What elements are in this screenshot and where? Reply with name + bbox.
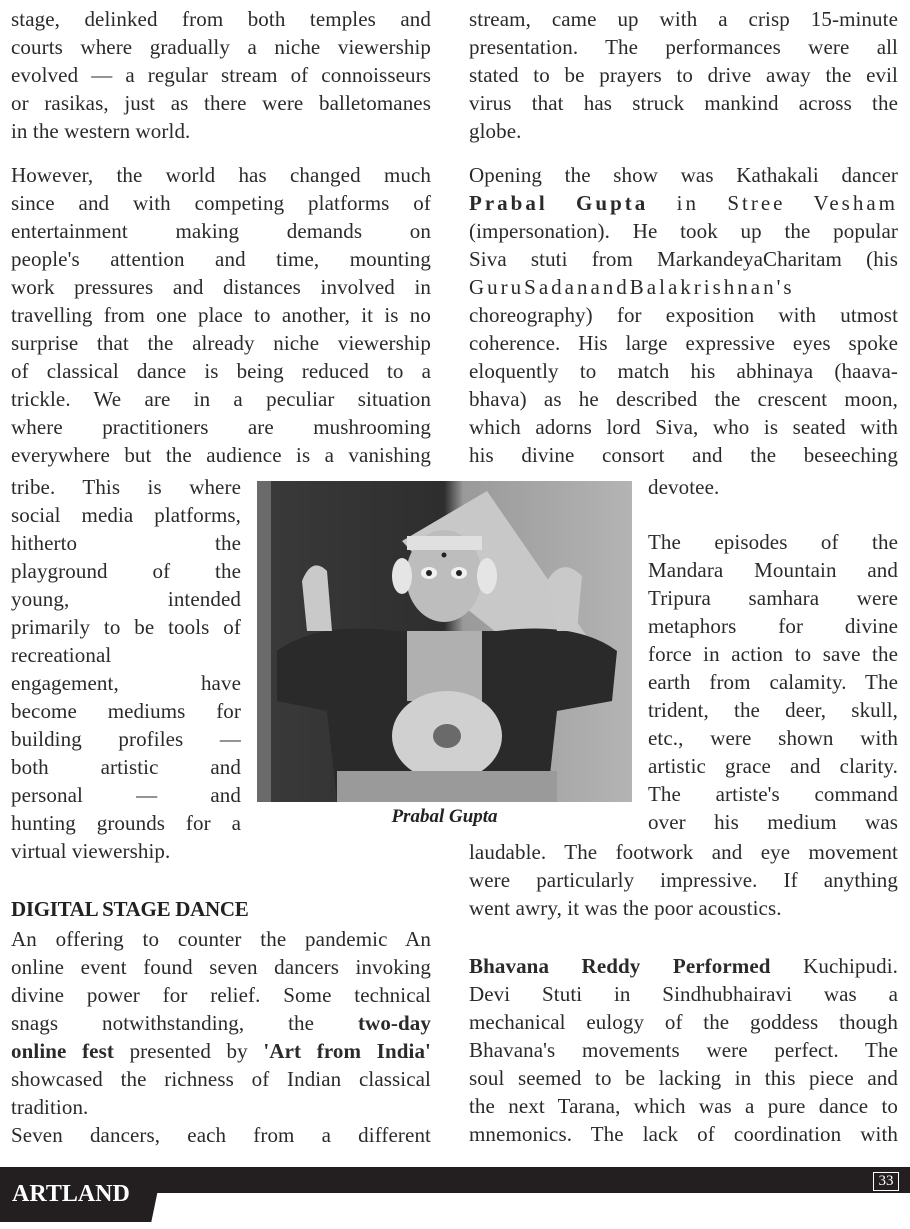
dancer-photo — [257, 481, 632, 802]
text-line: engagement, have — [11, 671, 241, 695]
text-line: over his medium was — [648, 810, 898, 834]
text-line: primarily to be tools of — [11, 615, 241, 639]
text-run: in Stree Vesham — [648, 191, 898, 215]
text-line: GuruSadanandBalakrishnan's — [469, 275, 795, 299]
text-line — [469, 189, 898, 217]
text-line: personal — and — [11, 783, 241, 807]
text-line: divine power for relief. Some technical — [11, 983, 431, 1007]
bold-text: Bhavana Reddy Performed — [469, 954, 771, 978]
text-line: However, the world has changed much — [11, 163, 431, 187]
text-line: Seven dancers, each from a different — [11, 1123, 431, 1147]
text-line: since and with competing platforms of — [11, 191, 431, 215]
text-line: entertainment making demands on — [11, 219, 431, 243]
text-line: virtual viewership. — [11, 839, 171, 863]
text-line: tribe. This is where — [11, 475, 241, 499]
text-line: playground of the — [11, 559, 241, 583]
photo-caption: Prabal Gupta — [391, 806, 498, 827]
kathakali-dancer-image — [257, 481, 632, 802]
text-line: presentation. The performances were all — [469, 35, 898, 59]
bold-text: two-day — [357, 1011, 431, 1035]
text-line: become mediums for — [11, 699, 241, 723]
text-line: laudable. The footwork and eye movement — [469, 840, 898, 864]
text-line: the next Tarana, which was a pure dance to — [469, 1094, 898, 1118]
text-line: both artistic and — [11, 755, 241, 779]
text-line: earth from calamity. The — [648, 670, 898, 694]
text-line: Opening the show was Kathakali dancer — [469, 163, 898, 187]
bold-text: Prabal Gupta — [469, 191, 649, 215]
text-line: his divine consort and the beseeching — [469, 443, 898, 467]
bold-text: online fest — [11, 1039, 114, 1063]
text-line: travelling from one place to another, it is no — [11, 303, 431, 327]
text-line: Tripura samhara were — [648, 586, 898, 610]
text-line: young, intended — [11, 587, 241, 611]
text-line: Devi Stuti in Sindhubhairavi was a — [469, 982, 898, 1006]
text-line: trident, the deer, skull, — [648, 698, 898, 722]
text-line: virus that has struck mankind across the — [469, 91, 898, 115]
text-line: hunting grounds for a — [11, 811, 241, 835]
text-line: online event found seven dancers invoking — [11, 955, 431, 979]
text-line: An offering to counter the pandemic An — [11, 927, 431, 951]
text-line: evolved — a regular stream of connoisseurs — [11, 63, 431, 87]
text-line: etc., were shown with — [648, 726, 898, 750]
text-line: metaphors for divine — [648, 614, 898, 638]
magazine-brand: ARTLAND — [12, 1181, 130, 1207]
text-line: globe. — [469, 119, 522, 143]
text-line: mnemonics. The lack of coordination with — [469, 1122, 898, 1146]
text-line: mechanical eulogy of the goddess though — [469, 1010, 898, 1034]
text-line: stated to be prayers to drive away the evil — [469, 63, 898, 87]
text-line: of classical dance is being reduced to a — [11, 359, 431, 383]
text-line: devotee. — [648, 475, 720, 499]
text-line: soul seemed to be lacking in this piece and — [469, 1066, 898, 1090]
text-line: tradition. — [11, 1095, 89, 1119]
text-run: presented by — [113, 1039, 264, 1063]
text-line: in the western world. — [11, 119, 191, 143]
text-line: building profiles — — [11, 727, 241, 751]
text-line: or rasikas, just as there were balletomanes — [11, 91, 431, 115]
page-number: 33 — [873, 1172, 899, 1191]
text-line: were particularly impressive. If anything — [469, 868, 898, 892]
text-line: stage, delinked from both temples and — [11, 7, 431, 31]
text-line: everywhere but the audience is a vanishing — [11, 443, 431, 467]
text-line: (impersonation). He took up the popular — [469, 219, 898, 243]
text-line: hitherto the — [11, 531, 241, 555]
text-line — [469, 952, 898, 980]
text-line: artistic grace and clarity. — [648, 754, 898, 778]
text-run: snags notwithstanding, the — [11, 1011, 358, 1035]
text-line: Siva stuti from MarkandeyaCharitam (his — [469, 247, 898, 271]
text-line: Mandara Mountain and — [648, 558, 898, 582]
text-line: Bhavana's movements were perfect. The — [469, 1038, 898, 1062]
bold-text: 'Art from India' — [263, 1039, 431, 1063]
text-line — [11, 1009, 431, 1037]
text-line: choreography) for exposition with utmost — [469, 303, 898, 327]
text-line: went awry, it was the poor acoustics. — [469, 896, 782, 920]
text-line: eloquently to match his abhinaya (haava- — [469, 359, 898, 383]
text-line: coherence. His large expressive eyes spoke — [469, 331, 898, 355]
text-line: work pressures and distances involved in — [11, 275, 431, 299]
text-line: The episodes of the — [648, 530, 898, 554]
text-line: courts where gradually a niche viewership — [11, 35, 431, 59]
text-line: where practitioners are mushrooming — [11, 415, 431, 439]
text-line: which adorns lord Siva, who is seated with — [469, 415, 898, 439]
text-line: The artiste's command — [648, 782, 898, 806]
text-line: people's attention and time, mounting — [11, 247, 431, 271]
text-line: social media platforms, — [11, 503, 241, 527]
text-line: recreational — [11, 643, 112, 667]
text-line: trickle. We are in a peculiar situation — [11, 387, 431, 411]
text-line: force in action to save the — [648, 642, 898, 666]
text-line — [11, 1037, 431, 1065]
text-line: stream, came up with a crisp 15-minute — [469, 7, 898, 31]
text-line: showcased the richness of Indian classical — [11, 1067, 431, 1091]
section-heading: DIGITAL STAGE DANCE — [11, 897, 249, 921]
text-line: surprise that the already niche viewership — [11, 331, 431, 355]
text-run: Kuchipudi. — [770, 954, 898, 978]
text-line: bhava) as he described the crescent moon, — [469, 387, 898, 411]
